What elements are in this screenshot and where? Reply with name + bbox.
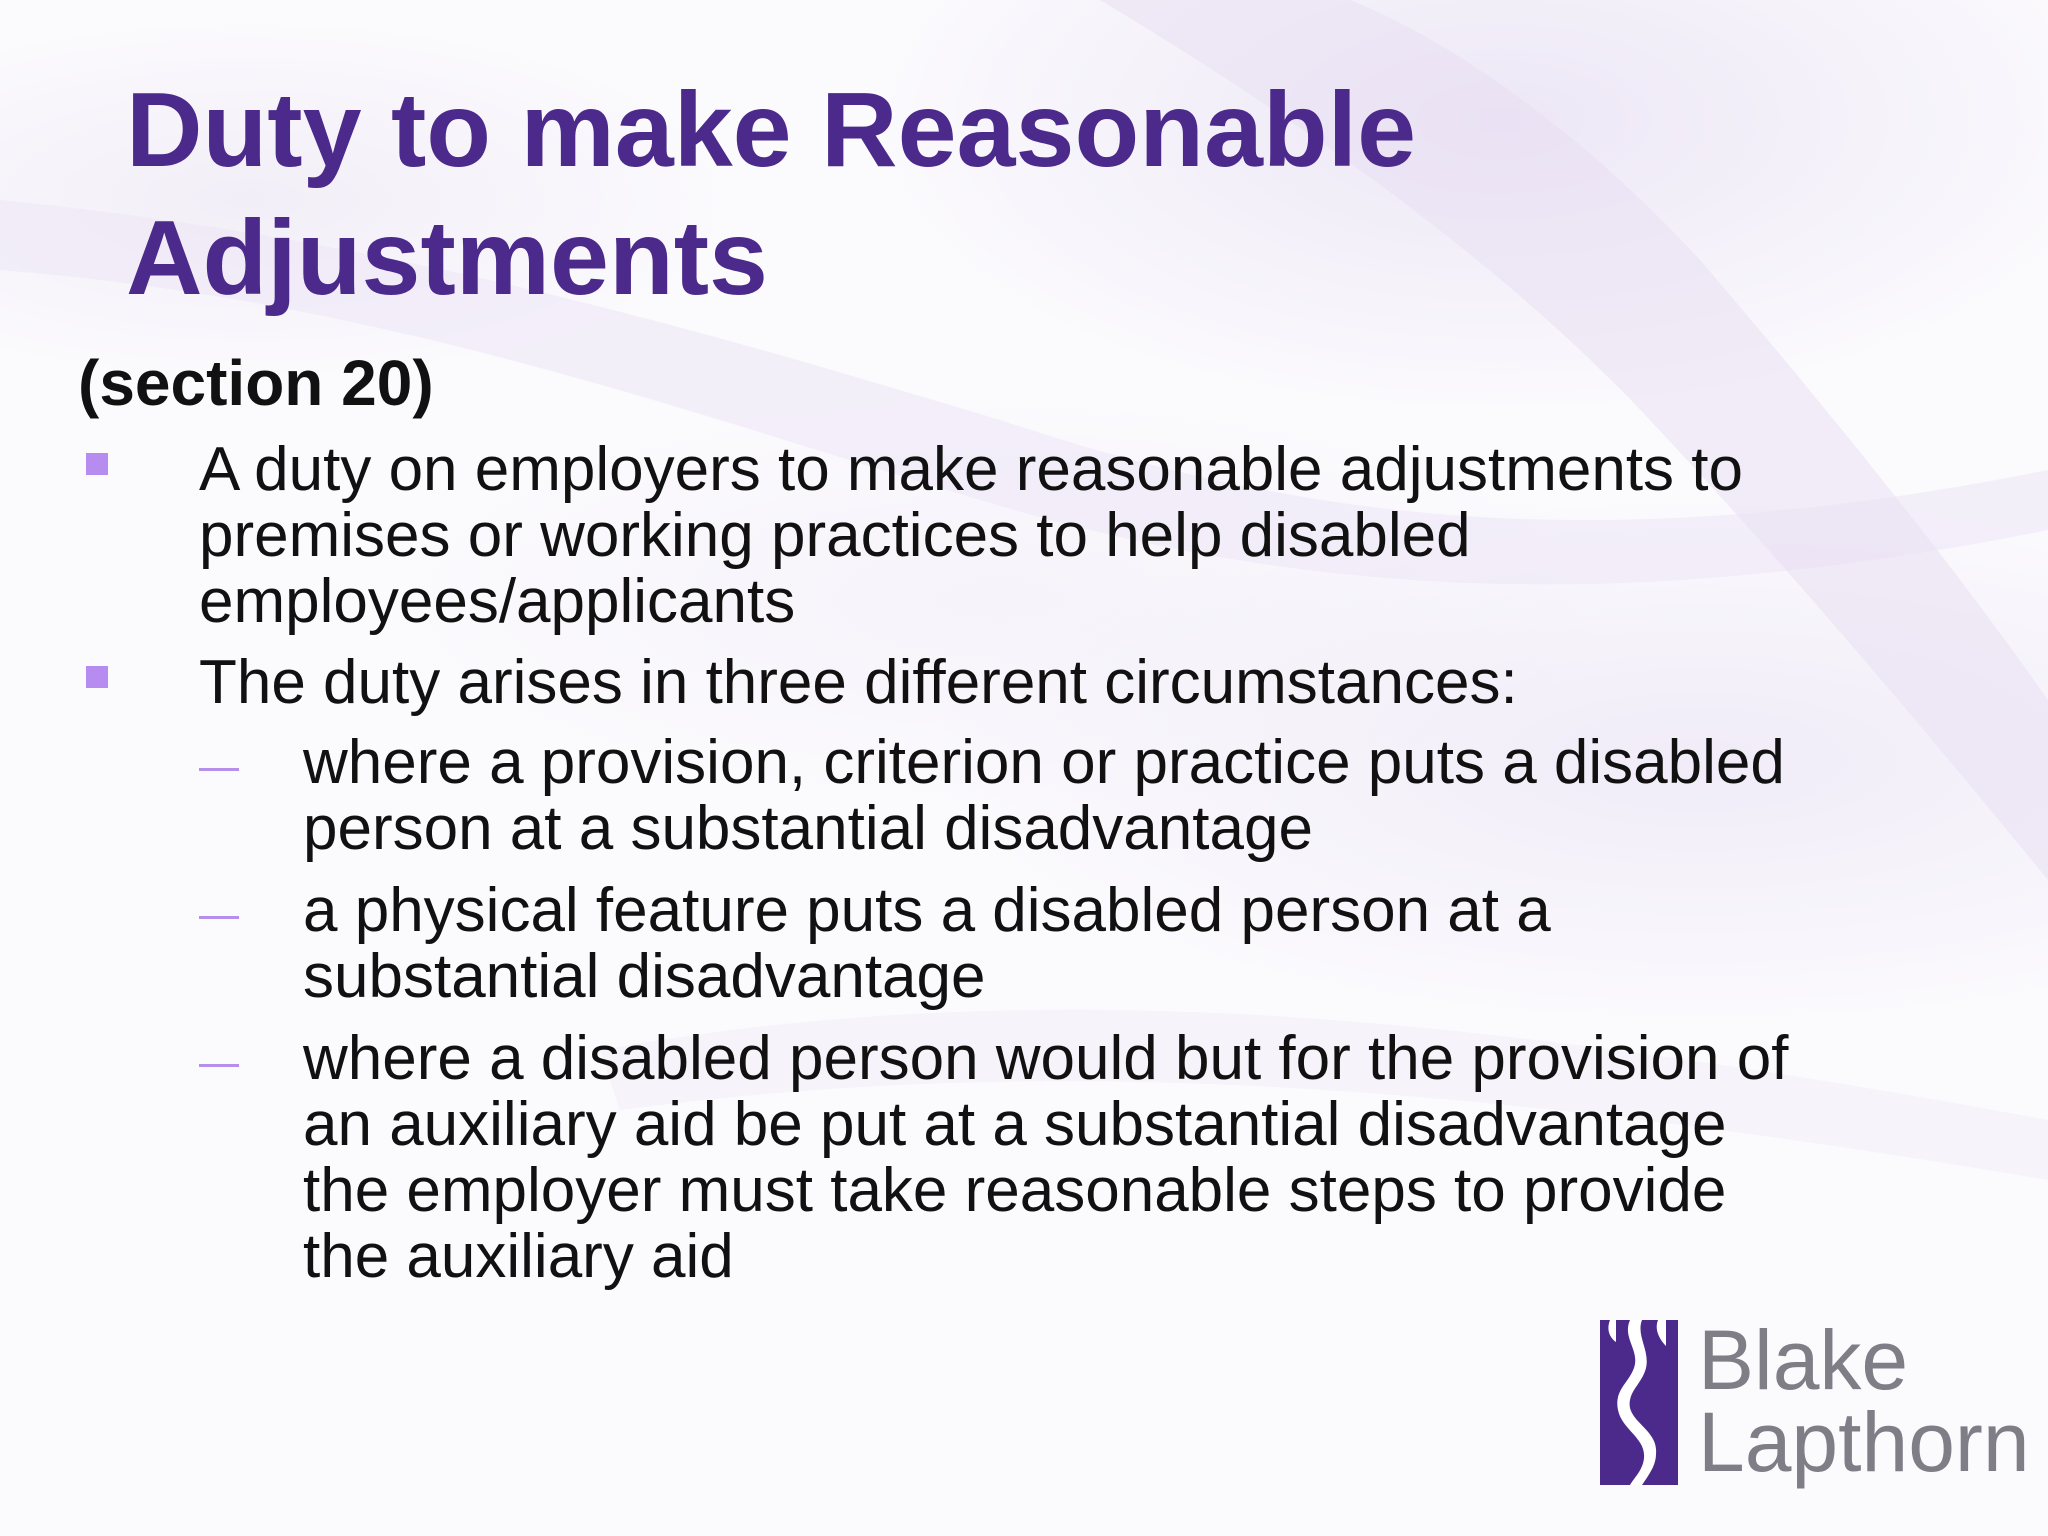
dash-icon	[199, 768, 239, 771]
sub-item-3-line-1: where a disabled person would but for the provision of	[303, 1024, 1789, 1093]
sub-item-2-line-1: a physical feature puts a disabled person at a	[303, 876, 1551, 945]
sub-item-text-1	[303, 730, 1785, 862]
bullet-text-2	[199, 650, 1518, 716]
bullet-1-line-3: employees/applicants	[199, 567, 796, 636]
bullet-1-line-2: premises or working practices to help disabled	[199, 501, 1471, 570]
title-line-2: Adjustments	[126, 199, 768, 317]
bullet-1-line-1: A duty on employers to make reasonable adjustments to	[199, 435, 1743, 504]
title-line-1: Duty to make Reasonable	[126, 71, 1417, 189]
logo-text-line-1: Blake	[1698, 1313, 1909, 1407]
dash-icon	[199, 916, 239, 919]
logo-text-line-2: Lapthorn	[1698, 1395, 2030, 1489]
sub-item-text-3	[303, 1026, 1788, 1290]
bullet-square-icon	[86, 666, 108, 688]
bullet-square-icon	[86, 453, 108, 475]
company-logo	[1600, 1310, 2030, 1510]
bullet-2-line-1: The duty arises in three different circumstances:	[199, 648, 1518, 717]
blake-lapthorn-logo-mark-icon	[1600, 1320, 1678, 1485]
sub-item-3-line-4: the auxiliary aid	[303, 1222, 734, 1291]
sub-item-3-line-2: an auxiliary aid be put at a substantial disadvantage	[303, 1090, 1727, 1159]
sub-item-1-line-1: where a provision, criterion or practice puts a disabled	[303, 728, 1785, 797]
sub-item-1-line-2: person at a substantial disadvantage	[303, 794, 1313, 863]
sub-item-2-line-2: substantial disadvantage	[303, 942, 986, 1011]
sub-item-3-line-3: the employer must take reasonable steps to provide	[303, 1156, 1727, 1225]
sub-item-text-2	[303, 878, 1551, 1010]
bullet-text-1	[199, 437, 1743, 635]
slide-title	[126, 66, 1826, 322]
dash-icon	[199, 1064, 239, 1067]
section-subheading: (section 20)	[78, 347, 434, 419]
